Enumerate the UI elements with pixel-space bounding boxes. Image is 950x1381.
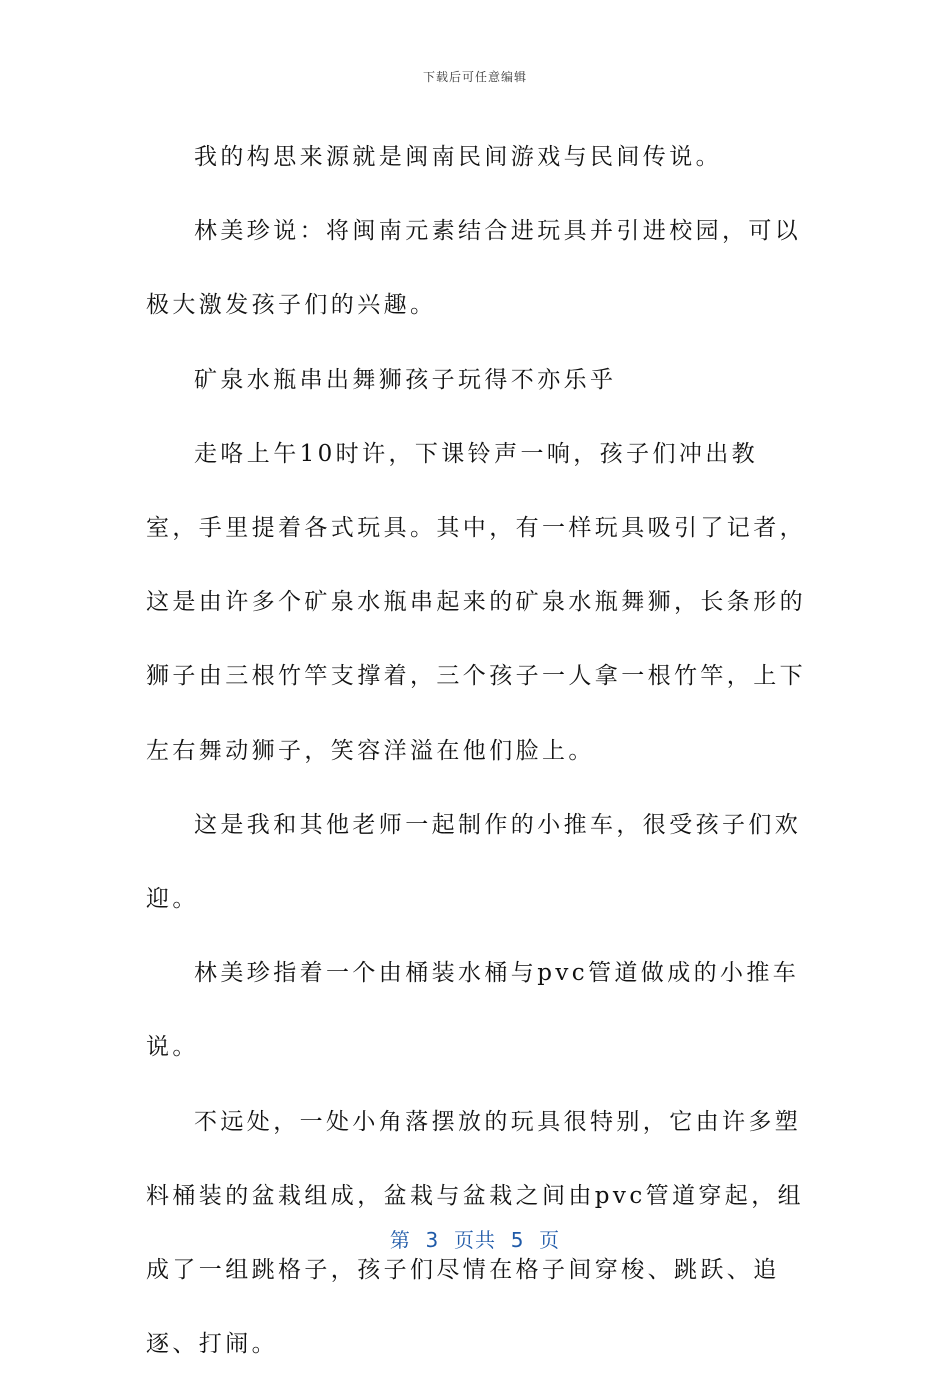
paragraph: 这是我和其他老师一起制作的小推车，很受孩子们欢迎。 (146, 811, 802, 913)
paragraph: 走咯上午10时许，下课铃声一响，孩子们冲出教室，手里提着各式玩具。其中，有一样玩具吸引了记者，这是由许多个矿泉水瓶串起来的矿泉水瓶舞狮，长条形的狮子由三根竹竿支撑着，三个孩子一人拿一根竹竿，上下左右舞动狮子，笑容洋溢在他们脸上。 (146, 440, 806, 764)
header-note: 下载后可任意编辑 (422, 70, 527, 84)
paragraph: 林美珍指着一个由桶装水桶与pvc管道做成的小推车说。 (146, 960, 800, 1061)
section-subheading: 矿泉水瓶串出舞狮孩子玩得不亦乐乎 (194, 366, 617, 393)
paragraph: 林美珍说：将闽南元素结合进玩具并引进校园，可以极大激发孩子们的兴趣。 (146, 218, 802, 319)
paragraph: 我的构思来源就是闽南民间游戏与民间传说。 (194, 144, 722, 170)
body-text (146, 120, 810, 1381)
page-number-footer: 第 3 页共 5 页 (389, 1228, 561, 1252)
paragraph: 不远处，一处小角落摆放的玩具很特别，它由许多塑料桶装的盆栽组成，盆栽与盆栽之间由pvc管道穿起，组成了一组跳格子，孩子们尽情在格子间穿梭、跳跃、追逐、打闹。 (146, 1108, 804, 1358)
